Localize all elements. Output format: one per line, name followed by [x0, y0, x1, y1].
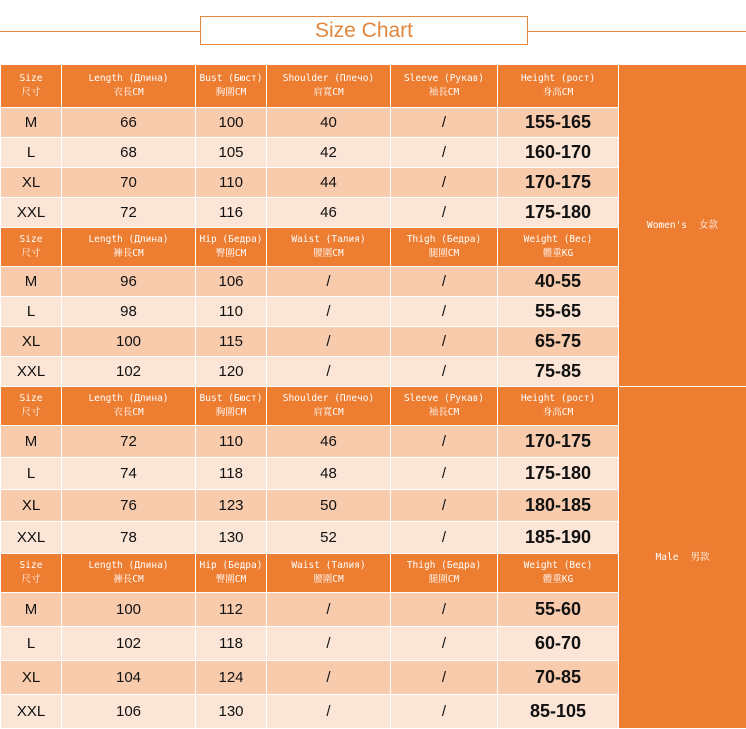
header-label: Length (Длина) — [62, 559, 195, 573]
table-cell: / — [267, 267, 391, 297]
table-cell: 42 — [267, 138, 391, 168]
table-cell: 50 — [267, 490, 391, 522]
men-table-1-header — [1, 387, 746, 426]
table-cell: 52 — [267, 522, 391, 554]
women-section-label — [619, 65, 746, 387]
men-label-cn: 男款 — [690, 552, 709, 563]
header-label: Weight (Вес) — [498, 233, 618, 247]
table-cell: / — [391, 108, 498, 138]
header-sublabel: 腿圍CM — [391, 573, 497, 587]
table-cell: / — [391, 327, 498, 357]
table-cell: / — [267, 627, 391, 661]
header-sublabel: 袖長CM — [391, 406, 497, 420]
table-cell: 70-85 — [498, 661, 619, 695]
header-cell — [498, 65, 619, 108]
table-cell: / — [391, 593, 498, 627]
table-cell: / — [391, 168, 498, 198]
header-cell — [62, 65, 196, 108]
header-sublabel: 臀圍CM — [196, 573, 266, 587]
table-cell: 170-175 — [498, 168, 619, 198]
header-cell — [62, 228, 196, 267]
header-cell — [196, 65, 267, 108]
header-sublabel: 尺寸 — [1, 247, 61, 261]
header-cell — [267, 387, 391, 426]
header-sublabel: 褲長CM — [62, 247, 195, 261]
table-cell: 130 — [196, 522, 267, 554]
table-cell: 46 — [267, 198, 391, 228]
table-cell: 123 — [196, 490, 267, 522]
header-label: Length (Длина) — [62, 72, 195, 86]
table-cell: XXL — [1, 695, 62, 729]
header-label: Hip (Бедра) — [196, 559, 266, 573]
header-label: Height (рост) — [498, 72, 618, 86]
table-cell: 118 — [196, 627, 267, 661]
size-chart-body — [1, 65, 746, 729]
table-cell: / — [391, 490, 498, 522]
table-cell: 106 — [62, 695, 196, 729]
header-label: Height (рост) — [498, 392, 618, 406]
table-cell: / — [267, 327, 391, 357]
table-cell: M — [1, 593, 62, 627]
table-cell: 60-70 — [498, 627, 619, 661]
table-cell: 48 — [267, 458, 391, 490]
table-cell: 110 — [196, 297, 267, 327]
page-title: Size Chart — [315, 19, 413, 43]
table-cell: 98 — [62, 297, 196, 327]
header-cell — [498, 228, 619, 267]
table-cell: XL — [1, 661, 62, 695]
header-label: Size — [1, 72, 61, 86]
table-cell: 100 — [62, 327, 196, 357]
header-label: Bust (Бюст) — [196, 72, 266, 86]
table-cell: 100 — [62, 593, 196, 627]
table-cell: / — [267, 695, 391, 729]
table-cell: 65-75 — [498, 327, 619, 357]
table-cell: 180-185 — [498, 490, 619, 522]
table-cell: 70 — [62, 168, 196, 198]
title-line-right — [528, 31, 746, 32]
table-cell: 74 — [62, 458, 196, 490]
header-label: Size — [1, 233, 61, 247]
table-cell: M — [1, 426, 62, 458]
header-sublabel: 衣長CM — [62, 86, 195, 100]
table-cell: 72 — [62, 198, 196, 228]
table-cell: 170-175 — [498, 426, 619, 458]
table-cell: 175-180 — [498, 198, 619, 228]
header-label: Hip (Бедра) — [196, 233, 266, 247]
table-cell: 175-180 — [498, 458, 619, 490]
header-sublabel: 尺寸 — [1, 86, 61, 100]
header-sublabel: 身高CM — [498, 86, 618, 100]
table-cell: 130 — [196, 695, 267, 729]
table-cell: 96 — [62, 267, 196, 297]
table-cell: 116 — [196, 198, 267, 228]
table-cell: 40-55 — [498, 267, 619, 297]
header-cell — [267, 65, 391, 108]
table-cell: 185-190 — [498, 522, 619, 554]
title-box — [200, 16, 528, 45]
header-sublabel: 褲長CM — [62, 573, 195, 587]
table-cell: M — [1, 267, 62, 297]
table-cell: 155-165 — [498, 108, 619, 138]
title-line-left — [0, 31, 200, 32]
table-cell: 112 — [196, 593, 267, 627]
table-cell: 55-65 — [498, 297, 619, 327]
table-cell: / — [267, 661, 391, 695]
table-cell: 115 — [196, 327, 267, 357]
header-label: Thigh (Бедра) — [391, 559, 497, 573]
men-section-label — [619, 387, 746, 729]
table-cell: 85-105 — [498, 695, 619, 729]
header-sublabel: 身高CM — [498, 406, 618, 420]
table-cell: 44 — [267, 168, 391, 198]
table-cell: L — [1, 297, 62, 327]
table-cell: XXL — [1, 357, 62, 387]
size-chart-table — [0, 64, 746, 729]
table-cell: / — [391, 627, 498, 661]
header-sublabel: 尺寸 — [1, 573, 61, 587]
table-cell: 160-170 — [498, 138, 619, 168]
table-cell: 110 — [196, 426, 267, 458]
header-cell — [196, 387, 267, 426]
table-cell: / — [391, 695, 498, 729]
header-label: Waist (Талия) — [267, 559, 390, 573]
table-cell: XXL — [1, 522, 62, 554]
women-table-1-header — [1, 65, 746, 108]
header-cell — [196, 554, 267, 593]
table-cell: 110 — [196, 168, 267, 198]
header-cell — [267, 554, 391, 593]
table-cell: 75-85 — [498, 357, 619, 387]
table-cell: XL — [1, 168, 62, 198]
table-cell: / — [391, 661, 498, 695]
men-label-en: Male — [656, 552, 679, 563]
table-cell: 105 — [196, 138, 267, 168]
header-label: Length (Длина) — [62, 392, 195, 406]
header-sublabel: 衣長CM — [62, 406, 195, 420]
header-label: Thigh (Бедра) — [391, 233, 497, 247]
table-cell: 104 — [62, 661, 196, 695]
table-cell: L — [1, 458, 62, 490]
table-cell: L — [1, 138, 62, 168]
header-sublabel: 胸圍CM — [196, 406, 266, 420]
header-label: Size — [1, 559, 61, 573]
table-cell: 118 — [196, 458, 267, 490]
header-cell — [196, 228, 267, 267]
header-sublabel: 袖長CM — [391, 86, 497, 100]
table-cell: / — [391, 198, 498, 228]
header-cell — [62, 554, 196, 593]
table-cell: 120 — [196, 357, 267, 387]
table-cell: / — [391, 297, 498, 327]
table-cell: 46 — [267, 426, 391, 458]
table-cell: 72 — [62, 426, 196, 458]
header-cell — [391, 387, 498, 426]
table-cell: 100 — [196, 108, 267, 138]
table-cell: 40 — [267, 108, 391, 138]
header-cell — [267, 228, 391, 267]
header-cell — [391, 554, 498, 593]
header-label: Shoulder (Плечо) — [267, 392, 390, 406]
header-label: Size — [1, 392, 61, 406]
header-sublabel: 腰圍CM — [267, 247, 390, 261]
header-label: Sleeve (Рукав) — [391, 392, 497, 406]
header-cell — [1, 554, 62, 593]
header-label: Sleeve (Рукав) — [391, 72, 497, 86]
table-cell: 106 — [196, 267, 267, 297]
header-cell — [62, 387, 196, 426]
header-cell — [391, 65, 498, 108]
header-sublabel: 腰圍CM — [267, 573, 390, 587]
table-cell: 55-60 — [498, 593, 619, 627]
header-sublabel: 臀圍CM — [196, 247, 266, 261]
table-cell: / — [267, 593, 391, 627]
table-cell: XXL — [1, 198, 62, 228]
table-cell: L — [1, 627, 62, 661]
header-label: Shoulder (Плечо) — [267, 72, 390, 86]
women-label-en: Women's — [647, 220, 687, 231]
table-cell: XL — [1, 490, 62, 522]
table-cell: 124 — [196, 661, 267, 695]
table-cell: / — [391, 267, 498, 297]
table-cell: 78 — [62, 522, 196, 554]
header-label: Bust (Бюст) — [196, 392, 266, 406]
header-sublabel: 胸圍CM — [196, 86, 266, 100]
header-cell — [391, 228, 498, 267]
header-label: Waist (Талия) — [267, 233, 390, 247]
table-cell: 66 — [62, 108, 196, 138]
table-cell: 102 — [62, 357, 196, 387]
header-cell — [1, 228, 62, 267]
header-cell — [1, 387, 62, 426]
table-cell: M — [1, 108, 62, 138]
header-cell — [1, 65, 62, 108]
table-cell: / — [267, 357, 391, 387]
table-cell: XL — [1, 327, 62, 357]
header-cell — [498, 387, 619, 426]
header-sublabel: 腿圍CM — [391, 247, 497, 261]
header-sublabel: 體重KG — [498, 247, 618, 261]
header-sublabel: 肩寬CM — [267, 86, 390, 100]
table-cell: / — [391, 426, 498, 458]
header-sublabel: 體重KG — [498, 573, 618, 587]
header-label: Weight (Вес) — [498, 559, 618, 573]
women-label-cn: 女款 — [699, 220, 718, 231]
table-cell: / — [391, 138, 498, 168]
table-cell: / — [391, 522, 498, 554]
header-sublabel: 肩寬CM — [267, 406, 390, 420]
header-sublabel: 尺寸 — [1, 406, 61, 420]
table-cell: / — [391, 357, 498, 387]
header-cell — [498, 554, 619, 593]
table-cell: / — [267, 297, 391, 327]
header-label: Length (Длина) — [62, 233, 195, 247]
table-cell: / — [391, 458, 498, 490]
table-cell: 68 — [62, 138, 196, 168]
table-cell: 102 — [62, 627, 196, 661]
table-cell: 76 — [62, 490, 196, 522]
